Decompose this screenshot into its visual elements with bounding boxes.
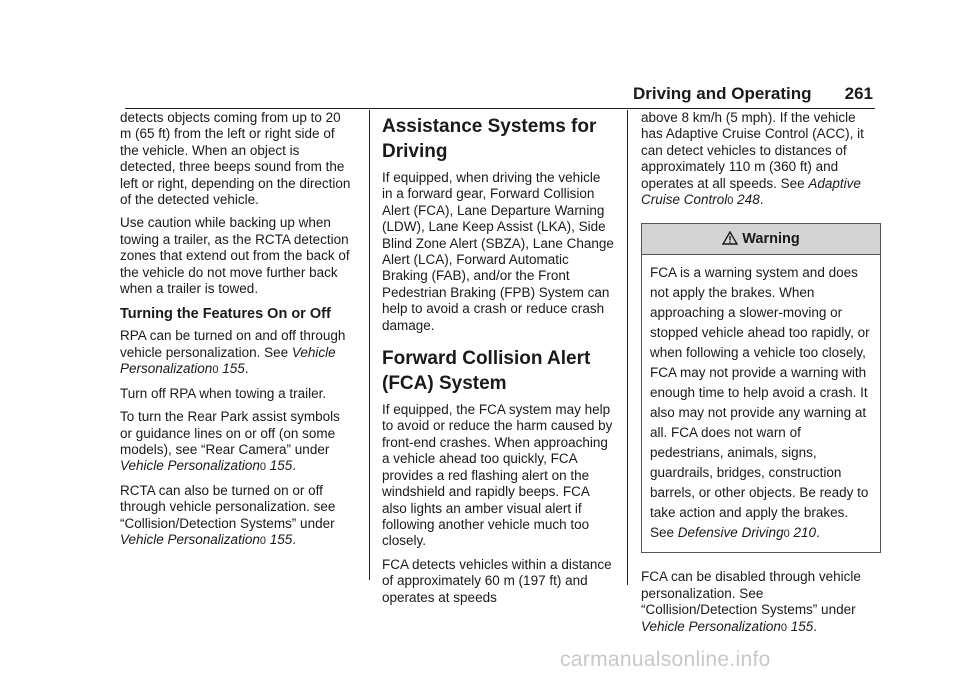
reference-page[interactable]: 248 xyxy=(737,192,760,208)
cross-reference-link[interactable]: Vehicle Personalization xyxy=(120,458,260,474)
column-1 xyxy=(120,110,352,556)
paragraph: To turn the Rear Park assist symbols or guidance lines on or off (on some models), see “Rear Camera” under Vehicle Personalization0 155. xyxy=(120,409,340,474)
warning-header xyxy=(642,224,880,255)
paragraph: detects objects coming from up to 20 m (65 ft) from the left or right side of the vehicle. When an object is detected, three beeps sound from the left or right, depending on the direction of the detected vehicle. xyxy=(120,110,351,208)
warning-box xyxy=(641,223,881,553)
cross-reference-link[interactable]: Vehicle Personalization xyxy=(120,531,260,547)
watermark: carmanualsonline.info xyxy=(560,648,771,671)
section-title: Driving and Operating xyxy=(633,84,812,103)
section-heading: Assistance Systems for Driving xyxy=(382,116,597,162)
cross-reference-link[interactable]: Adaptive Cruise Control xyxy=(641,175,861,208)
paragraph: FCA detects vehicles within a distance of approximately 60 m (197 ft) and operates at speeds xyxy=(382,556,612,605)
paragraph: FCA can be disabled through vehicle personalization. See “Collision/Detection Systems” under Vehicle Personalization0 155. xyxy=(641,569,861,634)
page-arrow-icon: 0 xyxy=(783,528,790,541)
paragraph: RPA can be turned on and off through vehicle personalization. See Vehicle Personalization0 155. xyxy=(120,328,346,377)
cross-reference-link[interactable]: Vehicle Personalization xyxy=(641,618,781,634)
warning-title: Warning xyxy=(742,231,800,248)
header-rule xyxy=(125,108,875,109)
paragraph: If equipped, when driving the vehicle in a forward gear, Forward Collision Alert (FCA), Lane Departure Warning (LDW), Lane Keep Assist (LKA), Side Blind Zone Alert (SBZA), Lane Change Alert (LCA), Forward Automatic Braking (FAB), and/or the Front Pedestrian Braking (FPB) System can help to avoid a crash or reduce crash damage. xyxy=(382,170,614,333)
paragraph: above 8 km/h (5 mph). If the vehicle has Adaptive Cruise Control (ACC), it can detect vehicles to distances of approximately 110 m (360 ft) and operates at all speeds. See Adaptive Cruise Control0 248. xyxy=(641,110,864,208)
page-number: 261 xyxy=(844,84,873,103)
subheading: Turning the Features On or Off xyxy=(120,306,331,323)
reference-page[interactable]: 155 xyxy=(790,618,814,634)
reference-page[interactable]: 155 xyxy=(269,458,293,474)
page-arrow-icon: 0 xyxy=(727,195,734,208)
paragraph: If equipped, the FCA system may help to avoid or reduce the harm caused by front-end crashes. When approaching a vehicle ahead too quickly, FCA provides a red flashing alert on the windshield and rapidly beeps. FCA also lights an amber visual alert if following another vehicle much too closely. xyxy=(382,402,613,549)
column-divider-1 xyxy=(369,110,370,580)
paragraph: Turn off RPA when towing a trailer. xyxy=(120,385,327,401)
running-header xyxy=(633,84,873,104)
section-heading: Forward Collision Alert (FCA) System xyxy=(382,348,591,395)
cross-reference-link[interactable]: Defensive Driving xyxy=(677,525,784,541)
paragraph: Use caution while backing up when towing a trailer, as the RCTA detection zones that extend out from the back of the vehicle do not move further back when a trailer is towed. xyxy=(120,215,350,297)
column-divider-2 xyxy=(627,110,628,585)
column-2 xyxy=(382,110,614,613)
paragraph: RCTA can also be turned on or off through vehicle personalization. see “Collision/Detection Systems” under Vehicle Personalization0 155. xyxy=(120,482,336,547)
warning-triangle-icon xyxy=(722,231,738,245)
column-3 xyxy=(641,110,881,643)
reference-page[interactable]: 210 xyxy=(793,525,816,541)
page-arrow-icon: 0 xyxy=(780,621,787,634)
reference-page[interactable]: 155 xyxy=(269,531,293,547)
page-arrow-icon: 0 xyxy=(212,364,219,377)
page-arrow-icon: 0 xyxy=(259,461,266,474)
page-arrow-icon: 0 xyxy=(259,534,266,547)
cross-reference-link[interactable]: Vehicle Personalization xyxy=(120,344,336,377)
reference-page[interactable]: 155 xyxy=(222,361,245,377)
warning-body: FCA is a warning system and does not apply the brakes. When approaching a slower-moving or stopped vehicle ahead too rapidly, or when following a vehicle too closely, FCA may not provide a warning with enough time to help avoid a crash. It also may not provide any warning at all. FCA does not warn of pedestrians, animals, signs, guardrails, bridges, construction barrels, or other objects. Be ready to take action and apply the brakes. See Defensive Driving0 210. xyxy=(650,265,870,541)
